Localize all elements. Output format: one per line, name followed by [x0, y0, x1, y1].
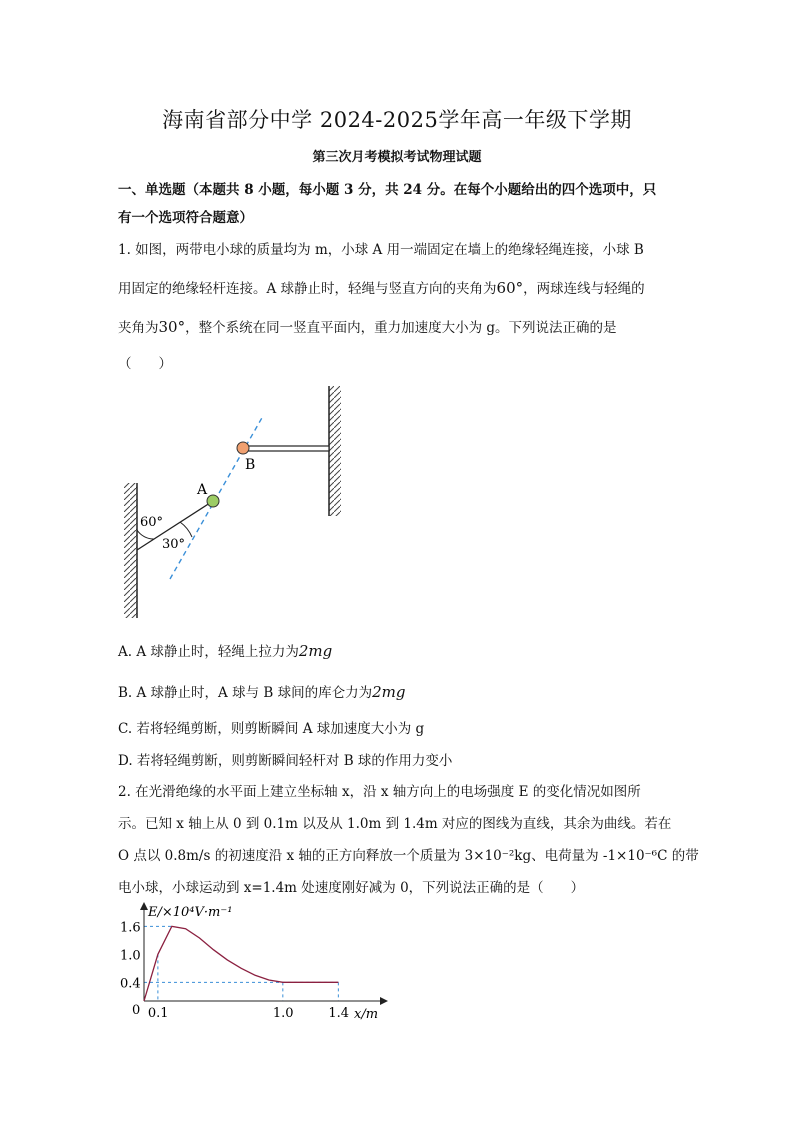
q2-line3: O 点以 0.8m/s 的初速度沿 x 轴的正方向释放一个质量为 3×10⁻²kg、电荷量为 -1×10⁻⁶C 的带 — [118, 848, 699, 864]
q1-line2-a: 用固定的绝缘轻杆连接。A 球静止时，轻绳与竖直方向的夹角为 — [118, 281, 497, 297]
x-axis-label: x/m — [354, 1007, 379, 1022]
q1-line3-a: 夹角为 — [118, 320, 159, 336]
q1-angle-60: 60° — [496, 279, 524, 297]
q1-option-b-value: 2mg — [372, 683, 406, 701]
chart-ticks — [120, 920, 349, 1021]
series-line — [144, 926, 338, 1001]
q1-line1: 1. 如图，两带电小球的质量均为 m，小球 A 用一端固定在墙上的绝缘轻绳连接，小球 B — [118, 242, 644, 258]
q1-option-d: D. 若将轻绳剪断，则剪断瞬间轻杆对 B 球的作用力变小 — [118, 753, 453, 769]
q1-option-a — [118, 640, 332, 660]
q1-line2-b: ，两球连线与轻绳的 — [523, 281, 645, 297]
q1-option-a-value: 2mg — [298, 642, 333, 660]
x-tick-1.0: 1.0 — [272, 1006, 294, 1021]
origin-label: 0 — [132, 1003, 141, 1018]
label-a: A — [197, 482, 208, 498]
ball-a — [207, 495, 219, 507]
q1-angle-30: 30° — [158, 318, 186, 336]
q1-line3-b: ，整个系统在同一竖直平面内，重力加速度大小为 g。下列说法正确的是 — [185, 320, 617, 336]
paper-title: 海南省部分中学 2024-2025学年高一年级下学期 — [162, 108, 632, 132]
q1-blank: （ ） — [118, 356, 172, 372]
q2-line1: 2. 在光滑绝缘的水平面上建立坐标轴 x，沿 x 轴方向上的电场强度 E 的变化情况如图所 — [118, 784, 641, 800]
x-axis-arrow — [380, 997, 388, 1005]
q1-option-b — [118, 681, 405, 701]
x-tick-1.4: 1.4 — [328, 1006, 350, 1021]
chart-guides — [144, 926, 338, 1001]
q1-option-b-text: B. A 球静止时，A 球与 B 球间的库仑力为 — [118, 685, 373, 701]
q2-chart — [118, 898, 408, 1028]
section-heading-line2: 有一个选项符合题意） — [118, 210, 253, 226]
y-axis-arrow — [140, 902, 148, 910]
paper-subtitle: 第三次月考模拟考试物理试题 — [312, 150, 482, 165]
x-tick-0.1: 0.1 — [147, 1006, 169, 1021]
y-axis-label: E/×10⁴V·m⁻¹ — [148, 905, 233, 920]
angle-arc-30 — [180, 522, 192, 537]
angle-arc-60 — [137, 530, 154, 539]
y-tick-1.0: 1.0 — [120, 948, 141, 964]
q1-figure — [118, 380, 358, 620]
q1-option-c: C. 若将轻绳剪断，则剪断瞬间 A 球加速度大小为 g — [118, 721, 425, 737]
q1-line2 — [118, 277, 645, 297]
q2-line4: 电小球，小球运动到 x=1.4m 处速度刚好减为 0，下列说法正确的是（ ） — [118, 880, 585, 896]
y-tick-0.4: 0.4 — [120, 976, 141, 992]
q1-option-a-text: A. A 球静止时，轻绳上拉力为 — [118, 644, 299, 660]
label-angle-60: 60° — [140, 515, 164, 530]
section-heading-line1: 一、单选题（本题共 8 小题，每小题 3 分，共 24 分。在每个小题给出的四个选项中，只 — [118, 182, 657, 198]
rod — [243, 446, 329, 451]
label-b: B — [245, 457, 256, 473]
y-tick-1.6: 1.6 — [120, 920, 141, 936]
right-wall-hatch — [329, 386, 341, 516]
q2-line2: 示。已知 x 轴上从 0 到 0.1m 以及从 1.0m 到 1.4m 对应的图线为直线，其余为曲线。若在 — [118, 816, 672, 832]
q1-line3 — [118, 316, 617, 336]
left-wall-hatch — [124, 483, 137, 618]
label-angle-30: 30° — [162, 537, 186, 552]
ball-b — [237, 442, 249, 454]
